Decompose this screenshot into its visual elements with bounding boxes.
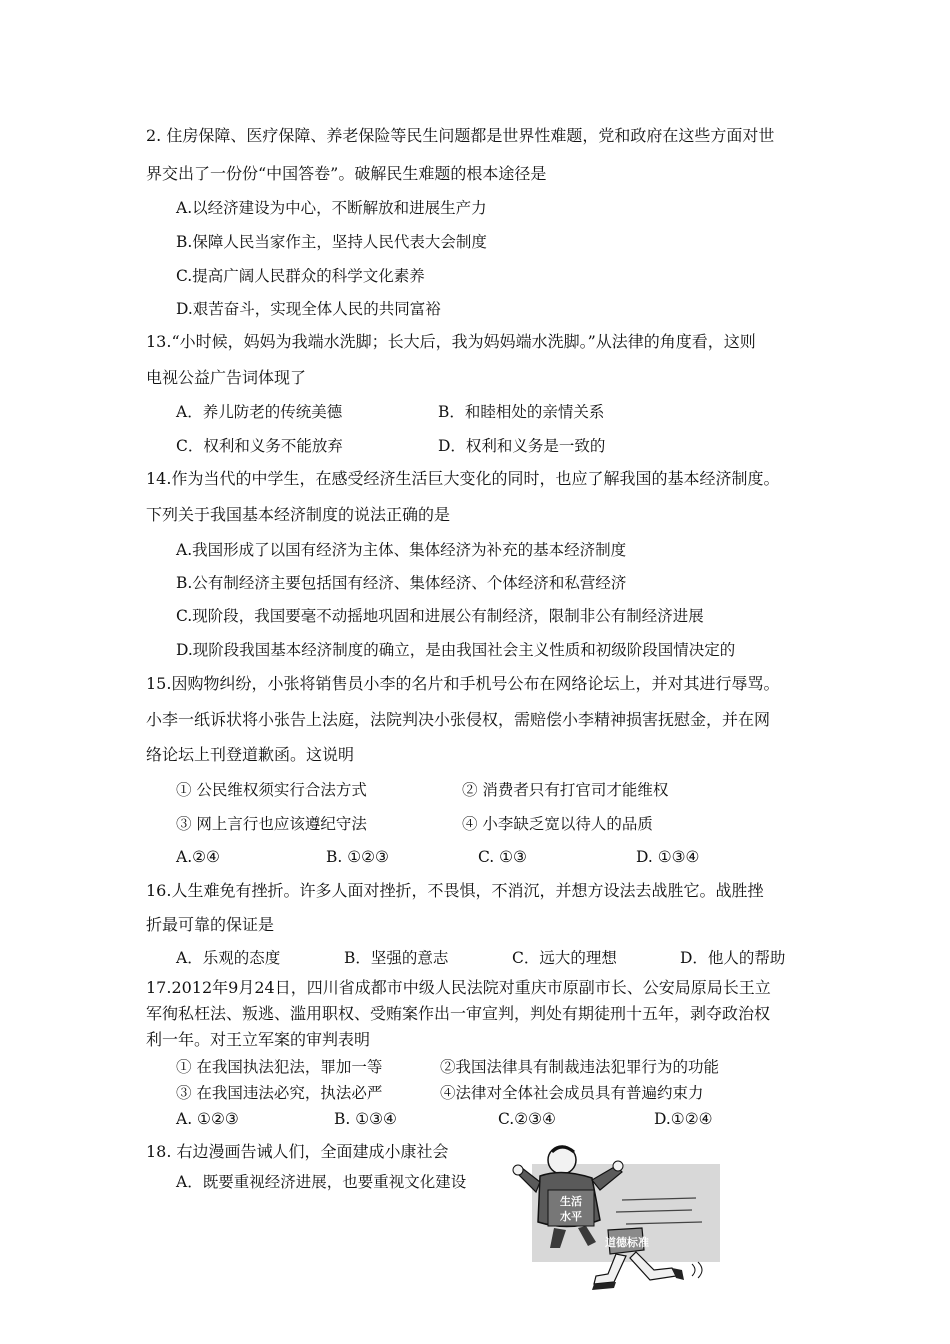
q15-option-a: A.②④ xyxy=(176,848,220,866)
q16-option-a: A．乐观的态度 xyxy=(176,949,281,967)
q13-option-c: C．权利和义务不能放弃 xyxy=(176,437,343,455)
q14-option-b: B.公有制经济主要包括国有经济、集体经济、个体经济和私营经济 xyxy=(176,574,627,592)
q14-stem-line1: 14.作为当代的中学生，在感受经济生活巨大变化的同时，也应了解我国的基本经济制度。 xyxy=(146,469,780,488)
q12-option-c: C.提高广阔人民群众的科学文化素养 xyxy=(176,267,425,285)
q17-stem-line1: 17.2012年9月24日，四川省成都市中级人民法院对重庆市原副市长、公安局原局长王立 xyxy=(146,978,771,997)
q13-option-d: D．权利和义务是一致的 xyxy=(438,437,606,455)
q12-option-a: A.以经济建设为中心，不断解放和进展生产力 xyxy=(176,199,487,217)
q17-option-b: B. ①③④ xyxy=(334,1110,397,1128)
q17-stem-line2: 军徇私枉法、叛逃、滥用职权、受贿案作出一审宣判，判处有期徒刑十五年，剥夺政治权 xyxy=(146,1004,771,1023)
q15-stem-line2: 小李一纸诉状将小张告上法庭，法院判决小张侵权，需赔偿小李精神损害抚慰金，并在网 xyxy=(146,710,771,729)
q14-option-d: D.现阶段我国基本经济制度的确立，是由我国社会主义性质和初级阶段国情决定的 xyxy=(176,641,736,659)
q15-option-b: B. ①②③ xyxy=(326,848,389,866)
q15-stem-line1: 15.因购物纠纷，小张将销售员小李的名片和手机号公布在网络论坛上，并对其进行辱骂。 xyxy=(146,674,780,693)
q12-stem-line2: 界交出了一份份“中国答卷”。破解民生难题的根本途径是 xyxy=(146,164,547,183)
q14-option-c: C.现阶段，我国要毫不动摇地巩固和进展公有制经济，限制非公有制经济进展 xyxy=(176,607,704,625)
cartoon-label-shuiping: 水平 xyxy=(560,1210,582,1223)
q13-stem-line2: 电视公益广告词体现了 xyxy=(146,368,307,387)
q15-item-1: ① 公民维权须实行合法方式 xyxy=(176,781,367,799)
q16-stem-line2: 折最可靠的保证是 xyxy=(146,915,275,934)
cartoon-label-daode: 道德标准 xyxy=(605,1236,649,1249)
q15-item-3: ③ 网上言行也应该遵纪守法 xyxy=(176,815,367,833)
q14-option-a: A.我国形成了以国有经济为主体、集体经济为补充的基本经济制度 xyxy=(176,541,627,559)
q15-item-2: ② 消费者只有打官司才能维权 xyxy=(462,781,669,799)
q13-option-a: A．养儿防老的传统美德 xyxy=(176,403,343,421)
q15-option-d: D. ①③④ xyxy=(636,848,700,866)
q17-item-3: ③ 在我国违法必究，执法必严 xyxy=(176,1084,383,1102)
q16-stem-line1: 16.人生难免有挫折。许多人面对挫折，不畏惧，不消沉，并想方设法去战胜它。战胜挫 xyxy=(146,881,764,900)
q18-option-a: A．既要重视经济进展，也要重视文化建设 xyxy=(176,1173,467,1191)
q15-item-4: ④ 小李缺乏宽以待人的品质 xyxy=(462,815,653,833)
q12-option-d: D.艰苦奋斗，实现全体人民的共同富裕 xyxy=(176,300,441,318)
q18-stem-line1: 18. 右边漫画告诫人们，全面建成小康社会 xyxy=(146,1142,449,1161)
q13-option-b: B．和睦相处的亲情关系 xyxy=(438,403,605,421)
q14-stem-line2: 下列关于我国基本经济制度的说法正确的是 xyxy=(146,505,451,524)
q12-stem-line1: 2. 住房保障、医疗保障、养老保险等民生问题都是世界性难题，党和政府在这些方面对世 xyxy=(146,126,775,145)
q17-item-4: ④法律对全体社会成员具有普遍约束力 xyxy=(440,1084,704,1102)
q16-option-c: C．远大的理想 xyxy=(512,949,617,967)
q17-option-a: A. ①②③ xyxy=(176,1110,239,1128)
q17-option-d: D.①②④ xyxy=(654,1110,713,1128)
cartoon-illustration xyxy=(496,1138,746,1298)
cartoon-label-shenghuo: 生活 xyxy=(560,1195,582,1208)
q17-item-1: ① 在我国执法犯法，罪加一等 xyxy=(176,1058,383,1076)
q17-item-2: ②我国法律具有制裁违法犯罪行为的功能 xyxy=(440,1058,720,1076)
q17-stem-line3: 利一年。对王立军案的审判表明 xyxy=(146,1030,371,1049)
q15-stem-line3: 络论坛上刊登道歉函。这说明 xyxy=(146,745,355,764)
q15-option-c: C. ①③ xyxy=(478,848,527,866)
q16-option-d: D．他人的帮助 xyxy=(680,949,786,967)
q13-stem-line1: 13.“小时候，妈妈为我端水洗脚；长大后，我为妈妈端水洗脚。”从法律的角度看，这则 xyxy=(146,332,756,351)
q16-option-b: B．坚强的意志 xyxy=(344,949,449,967)
q17-option-c: C.②③④ xyxy=(498,1110,556,1128)
q12-option-b: B.保障人民当家作主，坚持人民代表大会制度 xyxy=(176,233,487,251)
